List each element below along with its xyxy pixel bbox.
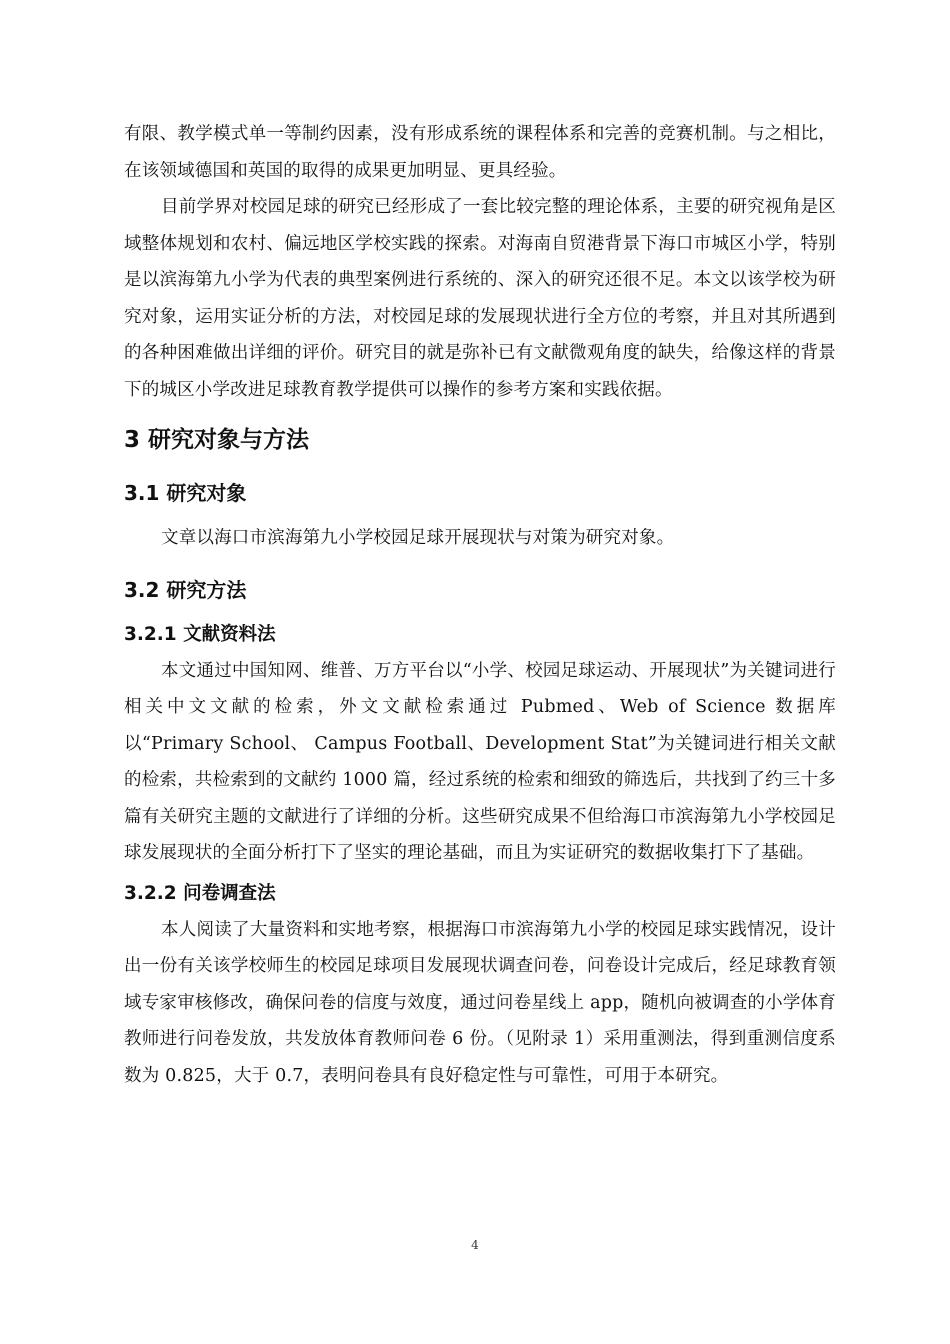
- section-3-2-heading: 3.2 研究方法: [124, 577, 247, 602]
- section-3-2-2-heading: 3.2.2 问卷调查法: [124, 882, 276, 904]
- section-3-heading: 3 研究对象与方法: [124, 427, 310, 453]
- section-3-2-1-paragraph: 本文通过中国知网、维普、万方平台以“小学、校园足球运动、开展现状”为关键词进行相关中文文献的检索，外文文献检索通过 Pubmed、Web of Science 数据库以“Primary School、 Campus Football、Development Stat”为关键词进行相关文献的检索，共检索到的文献约 1000 篇，经过系统的检索和细致的筛选后，共找到了约三十多篇有关研究主题的文献进行了详细的分析。这些研究成果不但给海口市滨海第九小学校园足球发展现状的全面分析打下了坚实的理论基础，而且为实证研究的数据收集打下了基础。: [124, 660, 836, 863]
- intro-paragraph-2: 目前学界对校园足球的研究已经形成了一套比较完整的理论体系，主要的研究视角是区域整体规划和农村、偏远地区学校实践的探索。对海南自贸港背景下海口市城区小学，特别是以滨海第九小学为代表的典型案例进行系统的、深入的研究还很不足。本文以该学校为研究对象，运用实证分析的方法，对校园足球的发展现状进行全方位的考察，并且对其所遇到的各种困难做出详细的评价。研究目的就是弥补已有文献微观角度的缺失，给像这样的背景下的城区小学改进足球教育教学提供可以操作的参考方案和实践依据。: [124, 197, 836, 400]
- intro-paragraph-1: 有限、教学模式单一等制约因素，没有形成系统的课程体系和完善的竞赛机制。与之相比，在该领域德国和英国的取得的成果更加明显、更具经验。: [124, 124, 836, 181]
- page-number: 4: [471, 1238, 479, 1252]
- section-3-2-2-paragraph: 本人阅读了大量资料和实地考察，根据海口市滨海第九小学的校园足球实践情况，设计出一份有关该学校师生的校园足球项目发展现状调查问卷，问卷设计完成后，经足球教育领域专家审核修改，确保问卷的信度与效度，通过问卷星线上 app，随机向被调查的小学体育教师进行问卷发放，共发放体育教师问卷 6 份。（见附录 1）采用重测法，得到重测信度系数为 0.825，大于 0.7，表明问卷具有良好稳定性与可靠性，可用于本研究。: [124, 919, 836, 1086]
- section-3-1-paragraph: 文章以海口市滨海第九小学校园足球开展现状与对策为研究对象。: [161, 528, 675, 548]
- section-3-1-heading: 3.1 研究对象: [124, 481, 247, 505]
- section-3-2-1-heading: 3.2.1 文献资料法: [124, 623, 276, 645]
- paper-page: [124, 116, 836, 1094]
